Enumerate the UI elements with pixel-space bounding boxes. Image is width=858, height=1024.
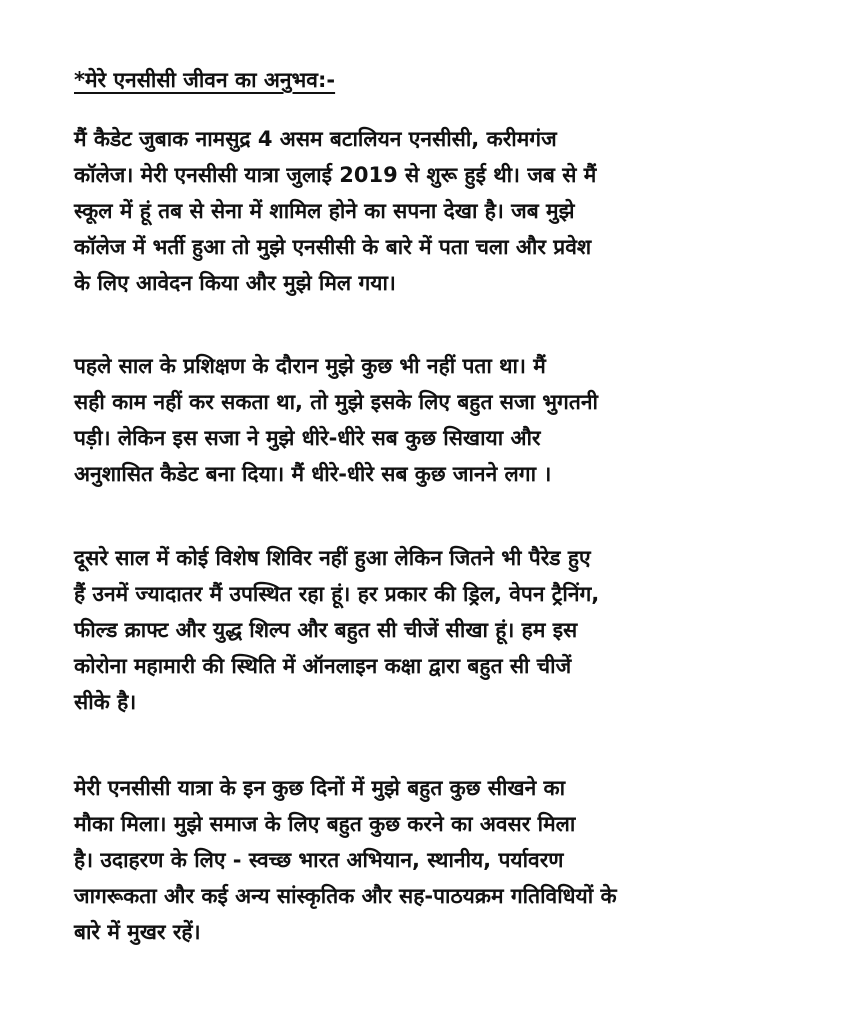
paragraph-line: पड़ी। लेकिन इस सजा ने मुझे धीरे-धीरे सब कुछ सिखाया और (74, 426, 541, 450)
paragraph-4 (74, 770, 617, 950)
paragraph-line: कोरोना महामारी की स्थिति में ऑनलाइन कक्षा द्वारा बहुत सी चीजें (74, 654, 572, 678)
paragraph-3 (74, 540, 599, 720)
paragraph-1 (74, 121, 596, 301)
paragraph-line: स्कूल में हूं तब से सेना में शामिल होने का सपना देखा है। जब मुझे (74, 199, 575, 223)
paragraph-line: मैं कैडेट जुबाक नामसुद्र 4 असम बटालियन एनसीसी, करीमगंज (74, 127, 557, 151)
paragraph-line: अनुशासित कैडेट बना दिया। मैं धीरे-धीरे सब कुछ जानने लगा । (74, 462, 552, 486)
paragraph-line: कॉलेज में भर्ती हुआ तो मुझे एनसीसी के बारे में पता चला और प्रवेश (74, 235, 592, 259)
paragraph-line: फील्ड क्राफ्ट और युद्ध शिल्प और बहुत सी चीजें सीखा हूं। हम इस (74, 618, 578, 642)
paragraph-line: सही काम नहीं कर सकता था, तो मुझे इसके लिए बहुत सजा भुगतनी (74, 390, 598, 414)
paragraph-line: पहले साल के प्रशिक्षण के दौरान मुझे कुछ भी नहीं पता था। मैं (74, 354, 546, 378)
paragraph-line: बारे में मुखर रहें। (74, 920, 201, 944)
paragraph-line: जागरूकता और कई अन्य सांस्कृतिक और सह-पाठयक्रम गतिविधियों के (74, 884, 617, 908)
document-heading: *मेरे एनसीसी जीवन का अनुभव:- (74, 68, 336, 92)
paragraph-line: दूसरे साल में कोई विशेष शिविर नहीं हुआ लेकिन जितने भी पैरेड हुए (74, 546, 591, 570)
paragraph-2 (74, 348, 598, 492)
paragraph-line: के लिए आवेदन किया और मुझे मिल गया। (74, 271, 396, 295)
paragraph-line: कॉलेज। मेरी एनसीसी यात्रा जुलाई 2019 से शुरू हुई थी। जब से मैं (74, 163, 597, 187)
paragraph-line: हैं उनमें ज्यादातर मैं उपस्थित रहा हूं। हर प्रकार की ड्रिल, वेपन ट्रैनिंग, (74, 582, 600, 606)
paragraph-line: मौका मिला। मुझे समाज के लिए बहुत कुछ करने का अवसर मिला (74, 812, 576, 836)
paragraph-line: मेरी एनसीसी यात्रा के इन कुछ दिनों में मुझे बहुत कुछ सीखने का (74, 776, 566, 800)
paragraph-line: सीके है। (74, 690, 137, 714)
paragraph-line: है। उदाहरण के लिए - स्वच्छ भारत अभियान, स्थानीय, पर्यावरण (74, 848, 564, 872)
